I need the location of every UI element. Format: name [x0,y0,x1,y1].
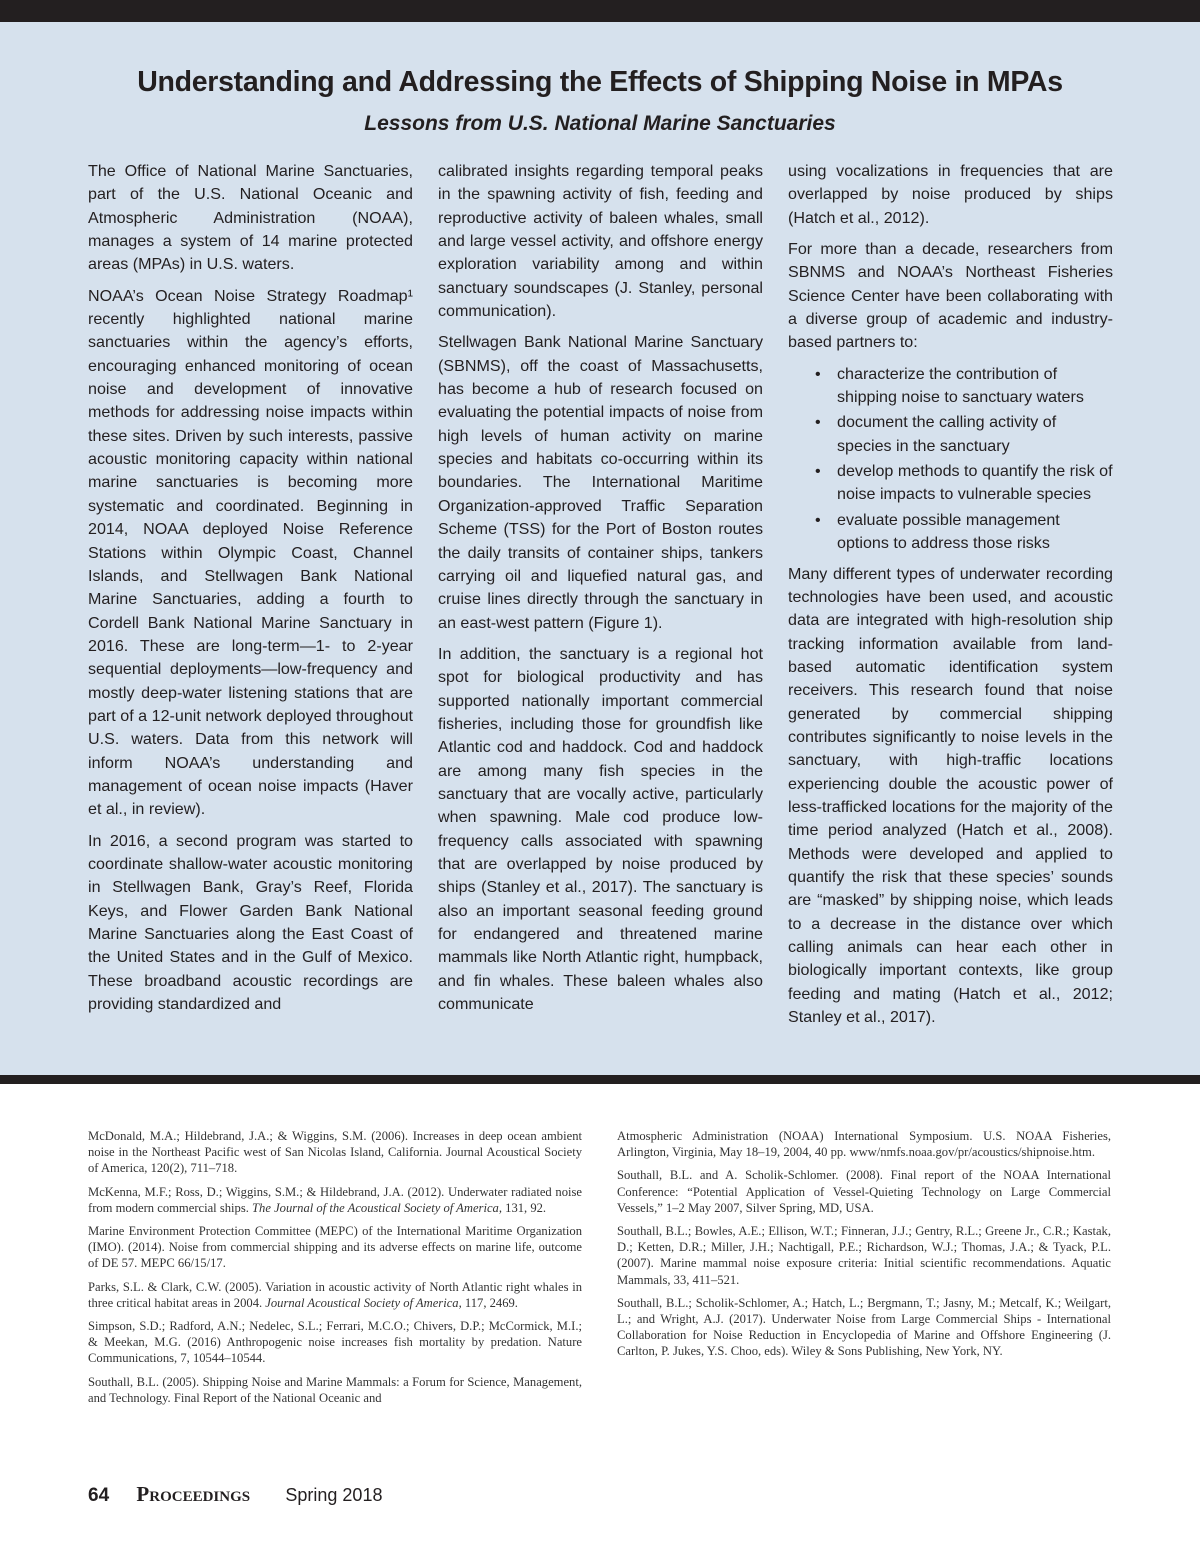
list-item-text: develop methods to quantify the risk of noise impacts to vulnerable species [837,462,1113,504]
bullet-list [788,363,1113,556]
issue-date: Spring 2018 [285,1485,383,1505]
reference-entry [88,1184,582,1216]
reference-text: 117, 2469. [461,1295,518,1310]
reference-entry: Southall, B.L. and A. Scholik-Schlomer. (2008). Final report of the NOAA International Conference: “Potential Application of Vessel-Quieting Technology on Large Commercial Vessels,” 1–2 May 2007, Silver Spring, MD, USA. [617,1168,1111,1215]
article-subtitle: Lessons from U.S. National Marine Sanctuaries [364,112,836,135]
top-rule-bar [0,0,1200,22]
page-footer [88,1482,382,1507]
reference-journal: The Journal of the Acoustical Society of America, [252,1200,502,1215]
list-item [815,509,1113,556]
paragraph: Many different types of underwater recording technologies have been used, and acoustic data are integrated with high-resolution ship tracking information available from land-based automatic identification system receivers. This research found that noise generated by commercial shipping contributes significantly to noise levels in the sanctuary, with high-traffic locations experiencing double the acoustic power of less-trafficked locations for the majority of the time period analyzed (Hatch et al., 2008). Methods were developed and applied to quantify the risk that these species’ sounds are “masked” by shipping noise, which leads to a decrease in the distance over which calling animals can hear each other in biologically important contexts, like group feeding and mating (Hatch et al., 2012; Stanley et al., 2017). [788,564,1113,1027]
paragraph: using vocalizations in frequencies that are overlapped by noise produced by ships (Hatch et al., 2012). [788,162,1113,227]
reference-text: Simpson, S.D.; Radford, A.N.; Nedelec, S.L.; Ferrari, M.C.O.; Chivers, D.P.; McCormick, M.I.; & Meekan, M.G. (2016) Anthropogenic noise increases fish mortality by predation. Nature Communications, 7, 10544–10544. [88,1319,582,1366]
reference-text: 131, 92. [502,1200,547,1215]
reference-text: McDonald, M.A.; Hildebrand, J.A.; & Wiggins, S.M. (2006). Increases in deep ocean ambient noise in the Northeast Pacific west of San Nicolas Island, California. Journal Acoustical Society of America, 120(2), 711–718. [88,1129,582,1176]
bullet-icon: • [815,364,821,383]
reference-text: Parks, S.L. & Clark, C.W. (2005). Variation in acoustic activity of North Atlantic right whales in three critical habitat areas in 2004. [88,1279,582,1310]
reference-text: Marine Environment Protection Committee (MEPC) of the International Maritime Organization (IMO). (2014). Noise from commercial shipping and its adverse effects on marine life, outcome of DE 57. MEPC 66/15/17. [88,1224,582,1271]
list-item [815,411,1113,458]
references-column-left [88,1128,582,1413]
list-item-text: document the calling activity of species in the sanctuary [837,413,1057,455]
article-column-3 [788,160,1113,1037]
bullet-icon: • [815,510,821,529]
reference-entry [88,1374,582,1406]
paragraph: In 2016, a second program was started to coordinate shallow-water acoustic monitoring in Stellwagen Bank, Gray’s Reef, Florida Keys, and Flower Garden Bank National Marine Sanctuaries along the East Coast of the United States and in the Gulf of Mexico. These broadband acoustic recordings are providing standardized and [88,831,413,1014]
paragraph: Stellwagen Bank National Marine Sanctuary (SBNMS), off the coast of Massachusetts, has become a hub of research focused on evaluating the potential impacts of noise from high levels of human activity on marine species and habitats co-occurring within its boundaries. The International Maritime Organization-approved Traffic Separation Scheme (TSS) for the Port of Boston routes the daily transits of container ships, tankers carrying oil and liquefied natural gas, and cruise lines directly through the sanctuary in an east-west pattern (Figure 1). [438,333,763,632]
reference-entry [88,1279,582,1311]
list-item-text: characterize the contribution of shipping noise to sanctuary waters [837,364,1084,407]
article-column-2 [438,160,763,1024]
paragraph: NOAA’s Ocean Noise Strategy Roadmap¹ recently highlighted national marine sanctuaries within the agency’s efforts, encouraging enhanced monitoring of ocean noise and development of innovative methods for addressing noise impacts within these sites. Driven by such interests, passive acoustic monitoring capacity within national marine sanctuaries is becoming more systematic and coordinated. Beginning in 2014, NOAA deployed Noise Reference Stations within Olympic Coast, Channel Islands, and Stellwagen Bank National Marine Sanctuaries, adding a fourth to Cordell Bank National Marine Sanctuary in 2016. These are long-term—1- to 2-year sequential deployments—low-frequency and mostly deep-water listening stations that are part of a 12-unit network deployed throughout U.S. waters. Data from this network will inform NOAA’s understanding and management of ocean noise impacts (Haver et al., in review). [88,286,413,819]
paragraph: The Office of National Marine Sanctuaries, part of the U.S. National Oceanic and Atmospheric Administration (NOAA), manages a system of 14 marine protected areas (MPAs) in U.S. waters. [88,162,413,274]
reference-entry: Southall, B.L.; Scholik-Schlomer, A.; Hatch, L.; Bergmann, T.; Jasny, M.; Metcalf, K.; Weilgart, L.; and Wright, A.J. (2017). Underwater Noise from Large Commercial Ships - International Collaboration for Noise Reduction in Encyclopedia of Marine and Offshore Engineering (J. Carlton, P. Jukes, Y.S. Choo, eds). Wiley & Sons Publishing, New York, NY. [617,1295,1111,1359]
article-column-1 [88,160,413,1024]
paragraph: calibrated insights regarding temporal peaks in the spawning activity of fish, feeding and reproductive activity of baleen whales, small and large vessel activity, and offshore energy exploration variability among and within sanctuary soundscapes (J. Stanley, personal communication). [438,162,763,321]
article-title: Understanding and Addressing the Effects of Shipping Noise in MPAs [137,66,1063,98]
bullet-icon: • [815,462,821,481]
reference-entry: Atmospheric Administration (NOAA) International Symposium. U.S. NOAA Fisheries, Arlington, Virginia, May 18–19, 2004, 40 pp. www/nmfs.noaa.gov/pr/acoustics/shipnoise.htm. [617,1129,1111,1160]
bullet-icon: • [815,413,821,432]
reference-entry [88,1128,582,1177]
list-item [815,460,1113,507]
reference-journal: Journal Acoustical Society of America, [265,1295,462,1310]
reference-entry [88,1223,582,1272]
reference-text: McKenna, M.F.; Ross, D.; Wiggins, S.M.; & Hildebrand, J.A. (2012). Underwater radiated noise from modern commercial ships. [88,1184,582,1215]
reference-entry: Southall, B.L.; Bowles, A.E.; Ellison, W.T.; Finneran, J.J.; Gentry, R.L.; Greene Jr., C.R.; Kastak, D.; Ketten, D.R.; Miller, J.H.; Nachtigall, P.E.; Richardson, W.J.; Thomas, J.A.; & Tyack, P.L. (2007). Marine mammal noise exposure criteria: Initial scientific recommendations. Aquatic Mammals, 33, 411–521. [617,1224,1111,1287]
section-divider-bar [0,1075,1200,1084]
reference-text: Southall, B.L. (2005). Shipping Noise and Marine Mammals: a Forum for Science, Management, and Technology. Final Report of the National Oceanic and [88,1374,582,1405]
paragraph: For more than a decade, researchers from SBNMS and NOAA’s Northeast Fisheries Science Center have been collaborating with a diverse group of academic and industry-based partners to: [788,240,1113,352]
page-number: 64 [88,1485,110,1506]
paragraph: In addition, the sanctuary is a regional hot spot for biological productivity and has supported nationally important commercial fisheries, including those for groundfish like Atlantic cod and haddock. Cod and haddock are among many fish species in the sanctuary that are vocally active, particularly when spawning. Male cod produce low-frequency calls associated with spawning that are overlapped by noise produced by ships (Stanley et al., 2017). The sanctuary is also an important seasonal feeding ground for endangered and threatened marine mammals like North Atlantic right, humpback, and fin whales. These baleen whales also communicate [438,644,763,1014]
list-item [815,363,1113,410]
reference-entry [88,1318,582,1367]
list-item-text: evaluate possible management options to address those risks [837,510,1060,553]
publication-name: Proceedings [136,1482,251,1506]
references-column-right [617,1128,1111,1367]
